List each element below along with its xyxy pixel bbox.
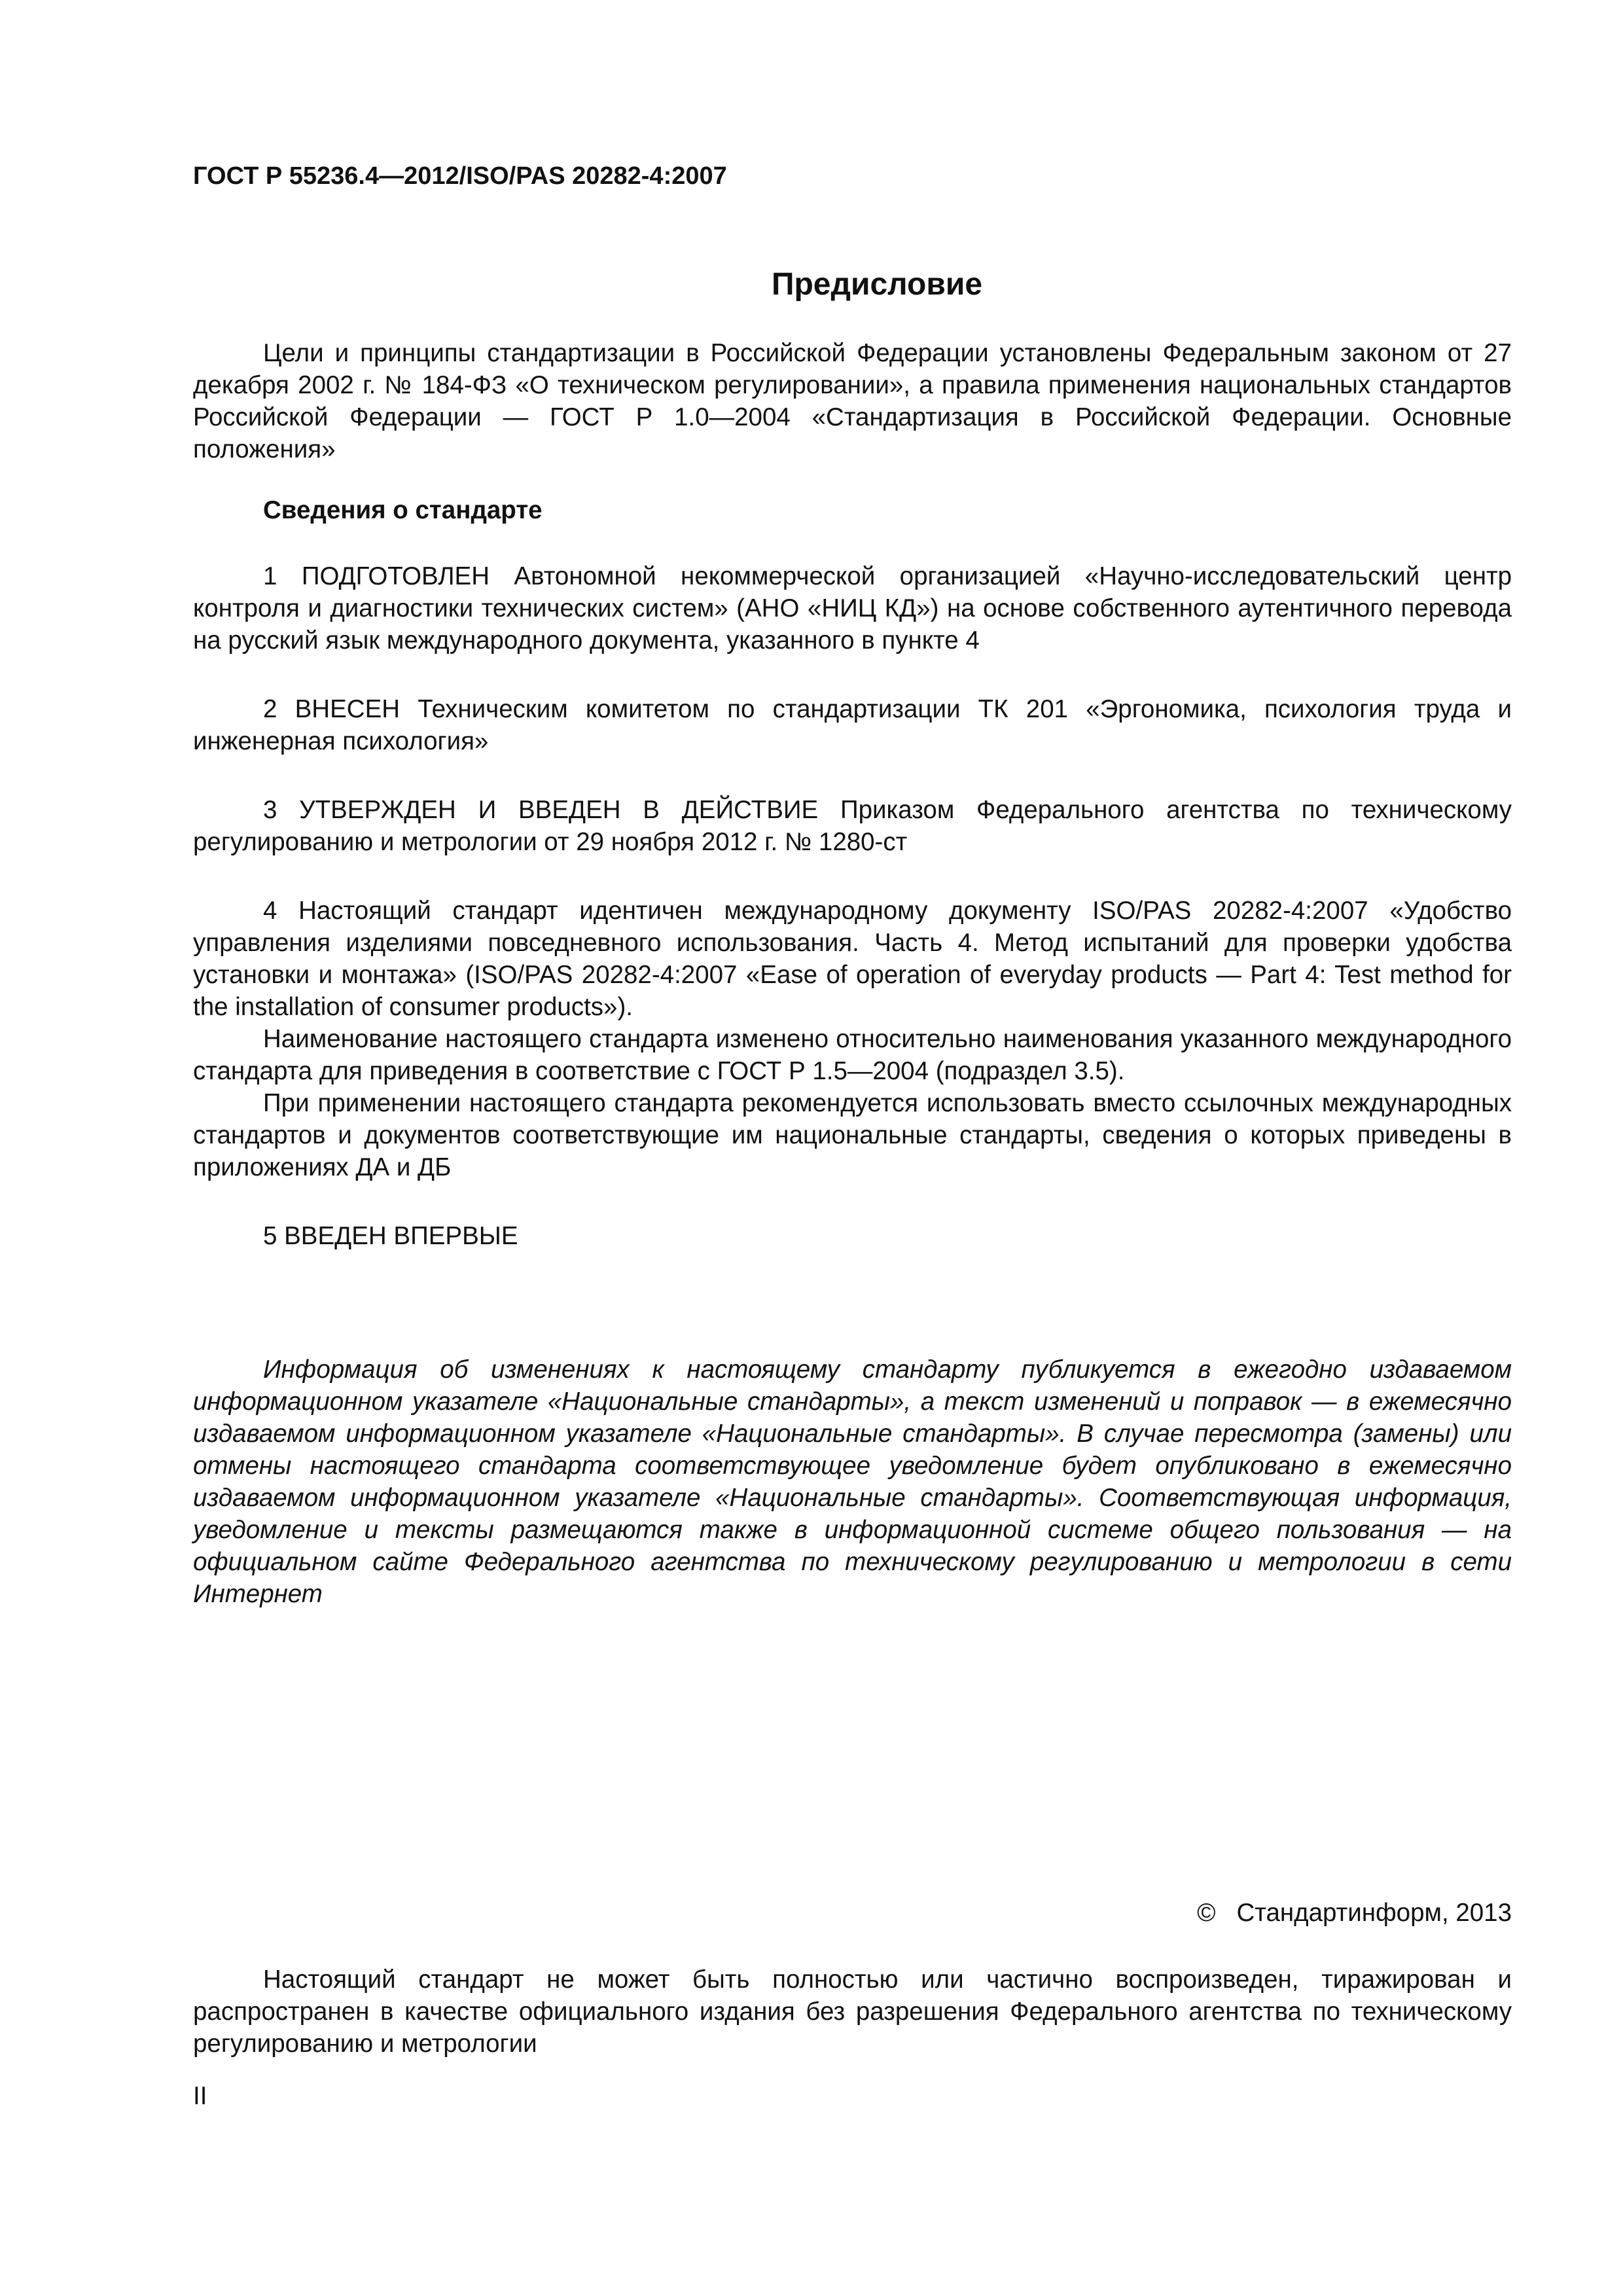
item-4: 4 Настоящий стандарт идентичен международному документу ISO/PAS 20282-4:2007 «Удобство управления изделиями повседневного использования. Часть 4. Метод испытаний для проверки удобства установки и монтажа» (ISO/PAS 20282-4:2007 «Ease of operation of everyday products — Part 4: Test method for the installation of consumer products»). — [193, 897, 1512, 1021]
page-title: Предисловие — [771, 267, 983, 302]
rights-paragraph: Настоящий стандарт не может быть полностью или частично воспроизведен, тиражирован и распространен в качестве официального издания без разрешения Федерального агентства по техническому регулированию и метрологии — [193, 1965, 1512, 2058]
copyright-line — [1197, 1897, 1512, 1929]
section-title: Сведения о стандарте — [263, 496, 543, 524]
item-3: 3 УТВЕРЖДЕН И ВВЕДЕН В ДЕЙСТВИЕ Приказом Федерального агентства по техническому регулированию и метрологии от 29 ноября 2012 г. № 1280-ст — [193, 796, 1512, 856]
item-2: 2 ВНЕСЕН Техническим комитетом по стандартизации ТК 201 «Эргономика, психология труда и инженерная психология» — [193, 695, 1512, 755]
document-code: ГОСТ Р 55236.4—2012/ISO/PAS 20282-4:2007 — [193, 162, 727, 190]
item-5: 5 ВВЕДЕН ВПЕРВЫЕ — [263, 1222, 518, 1250]
copyright-text: Стандартинформ, 2013 — [1236, 1899, 1512, 1927]
item-1: 1 ПОДГОТОВЛЕН Автономной некоммерческой организацией «Научно-исследовательский центр контроля и диагностики технических систем» (АНО «НИЦ КД») на основе собственного аутентичного перевода на русский язык международного документа, указанного в пункте 4 — [193, 562, 1512, 655]
intro-paragraph: Цели и принципы стандартизации в Российской Федерации установлены Федеральным законом от 27 декабря 2002 г. № 184-ФЗ «О техническом регулировании», а правила применения национальных стандартов Российской Федерации — ГОСТ Р 1.0—2004 «Стандартизация в Российской Федерации. Основные положения» — [193, 339, 1512, 463]
changes-notice: Информация об изменениях к настоящему стандарту публикуется в ежегодно издаваемом информационном указателе «Национальные стандарты», а текст изменений и поправок — в ежемесячно издаваемом информационном указателе «Национальные стандарты». В случае пересмотра (замены) или отмены настоящего стандарта соответствующее уведомление будет опубликовано в ежемесячно издаваемом информационном указателе «Национальные стандарты». Соответствующая информация, уведомление и тексты размещаются также в информационной системе общего пользования — на официальном сайте Федерального агентства по техническому регулированию и метрологии в сети Интернет — [193, 1355, 1512, 1608]
page-number: II — [193, 2082, 207, 2110]
document-page — [193, 160, 1512, 1610]
item-4-extra-2: При применении настоящего стандарта рекомендуется использовать вместо ссылочных международных стандартов и документов соответствующие им национальные стандарты, сведения о которых приведены в приложениях ДА и ДБ — [193, 1089, 1512, 1181]
copyright-symbol: © — [1197, 1899, 1216, 1927]
item-4-extra-1: Наименование настоящего стандарта изменено относительно наименования указанного международного стандарта для приведения в соответствие с ГОСТ Р 1.5—2004 (подраздел 3.5). — [193, 1025, 1512, 1085]
